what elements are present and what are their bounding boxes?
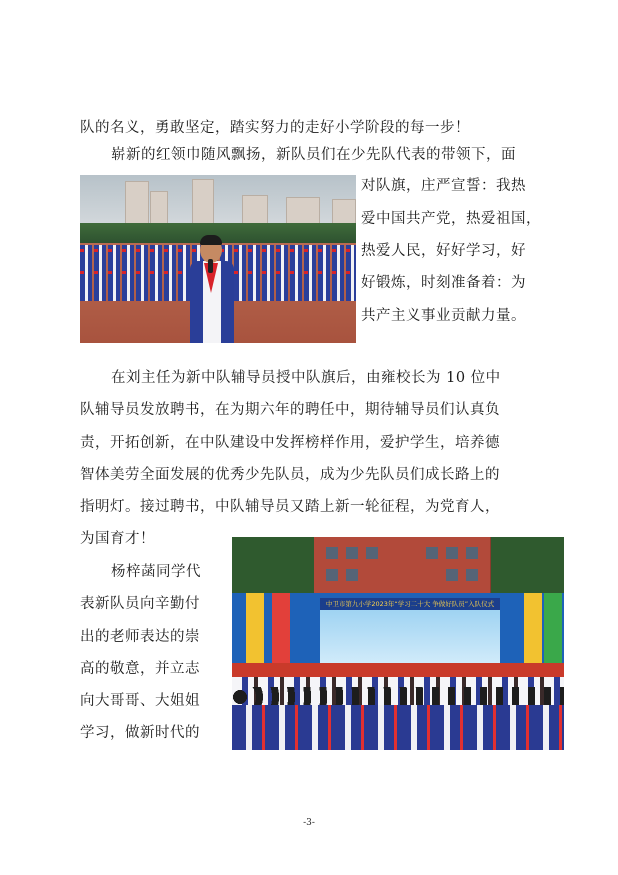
paragraph-line: 杨梓菡同学代 [111, 564, 201, 580]
paragraph-line: 指明灯。接过聘书，中队辅导员又踏上新一轮征程，为党育人， [80, 499, 500, 515]
student-speaker [188, 237, 236, 343]
paragraph-line: 好锻炼，时刻准备着：为 [361, 275, 526, 291]
paragraph-line: 热爱人民，好好学习，好 [361, 243, 526, 259]
paragraph-line: 表新队员向辛勤付 [80, 596, 200, 612]
paragraph-line: 在刘主任为新中队辅导员授中队旗后，由雍校长为 10 位中 [111, 370, 501, 386]
paragraph-line: 爱中国共产党，热爱祖国， [361, 211, 541, 227]
paragraph-line: 崭新的红领巾随风飘扬，新队员们在少先队代表的带领下，面 [111, 147, 516, 163]
paragraph-line: 队辅导员发放聘书，在为期六年的聘任中，期待辅导员们认真负 [80, 402, 500, 418]
paragraph-line: 对队旗，庄严宣誓：我热 [361, 178, 526, 194]
paragraph-line: 为国育才！ [80, 531, 155, 547]
paragraph-line: 队的名义，勇敢坚定，踏实努力的走好小学阶段的每一步！ [80, 120, 470, 136]
paragraph-line: 高的敬意，并立志 [80, 661, 200, 677]
microphone-icon [208, 259, 213, 273]
induction-ceremony-photo [232, 537, 564, 750]
paragraph-line: 向大哥哥、大姐姐 [80, 693, 200, 709]
paragraph-line: 共产主义事业贡献力量。 [361, 308, 526, 324]
paragraph-line: 智体美劳全面发展的优秀少先队员，成为少先队员们成长路上的 [80, 467, 500, 483]
paragraph-line: 责，开拓创新，在中队建设中发挥榜样作用，爱护学生，培养德 [80, 435, 500, 451]
paragraph-line: 出的老师表达的崇 [80, 629, 200, 645]
page-number: -3- [303, 818, 315, 828]
ceremony-banner: 中卫市第九小学2023年“学习二十大 争做好队员”入队仪式 [320, 598, 500, 610]
paragraph-line: 学习，做新时代的 [80, 725, 200, 741]
pledge-ceremony-photo [80, 175, 356, 343]
